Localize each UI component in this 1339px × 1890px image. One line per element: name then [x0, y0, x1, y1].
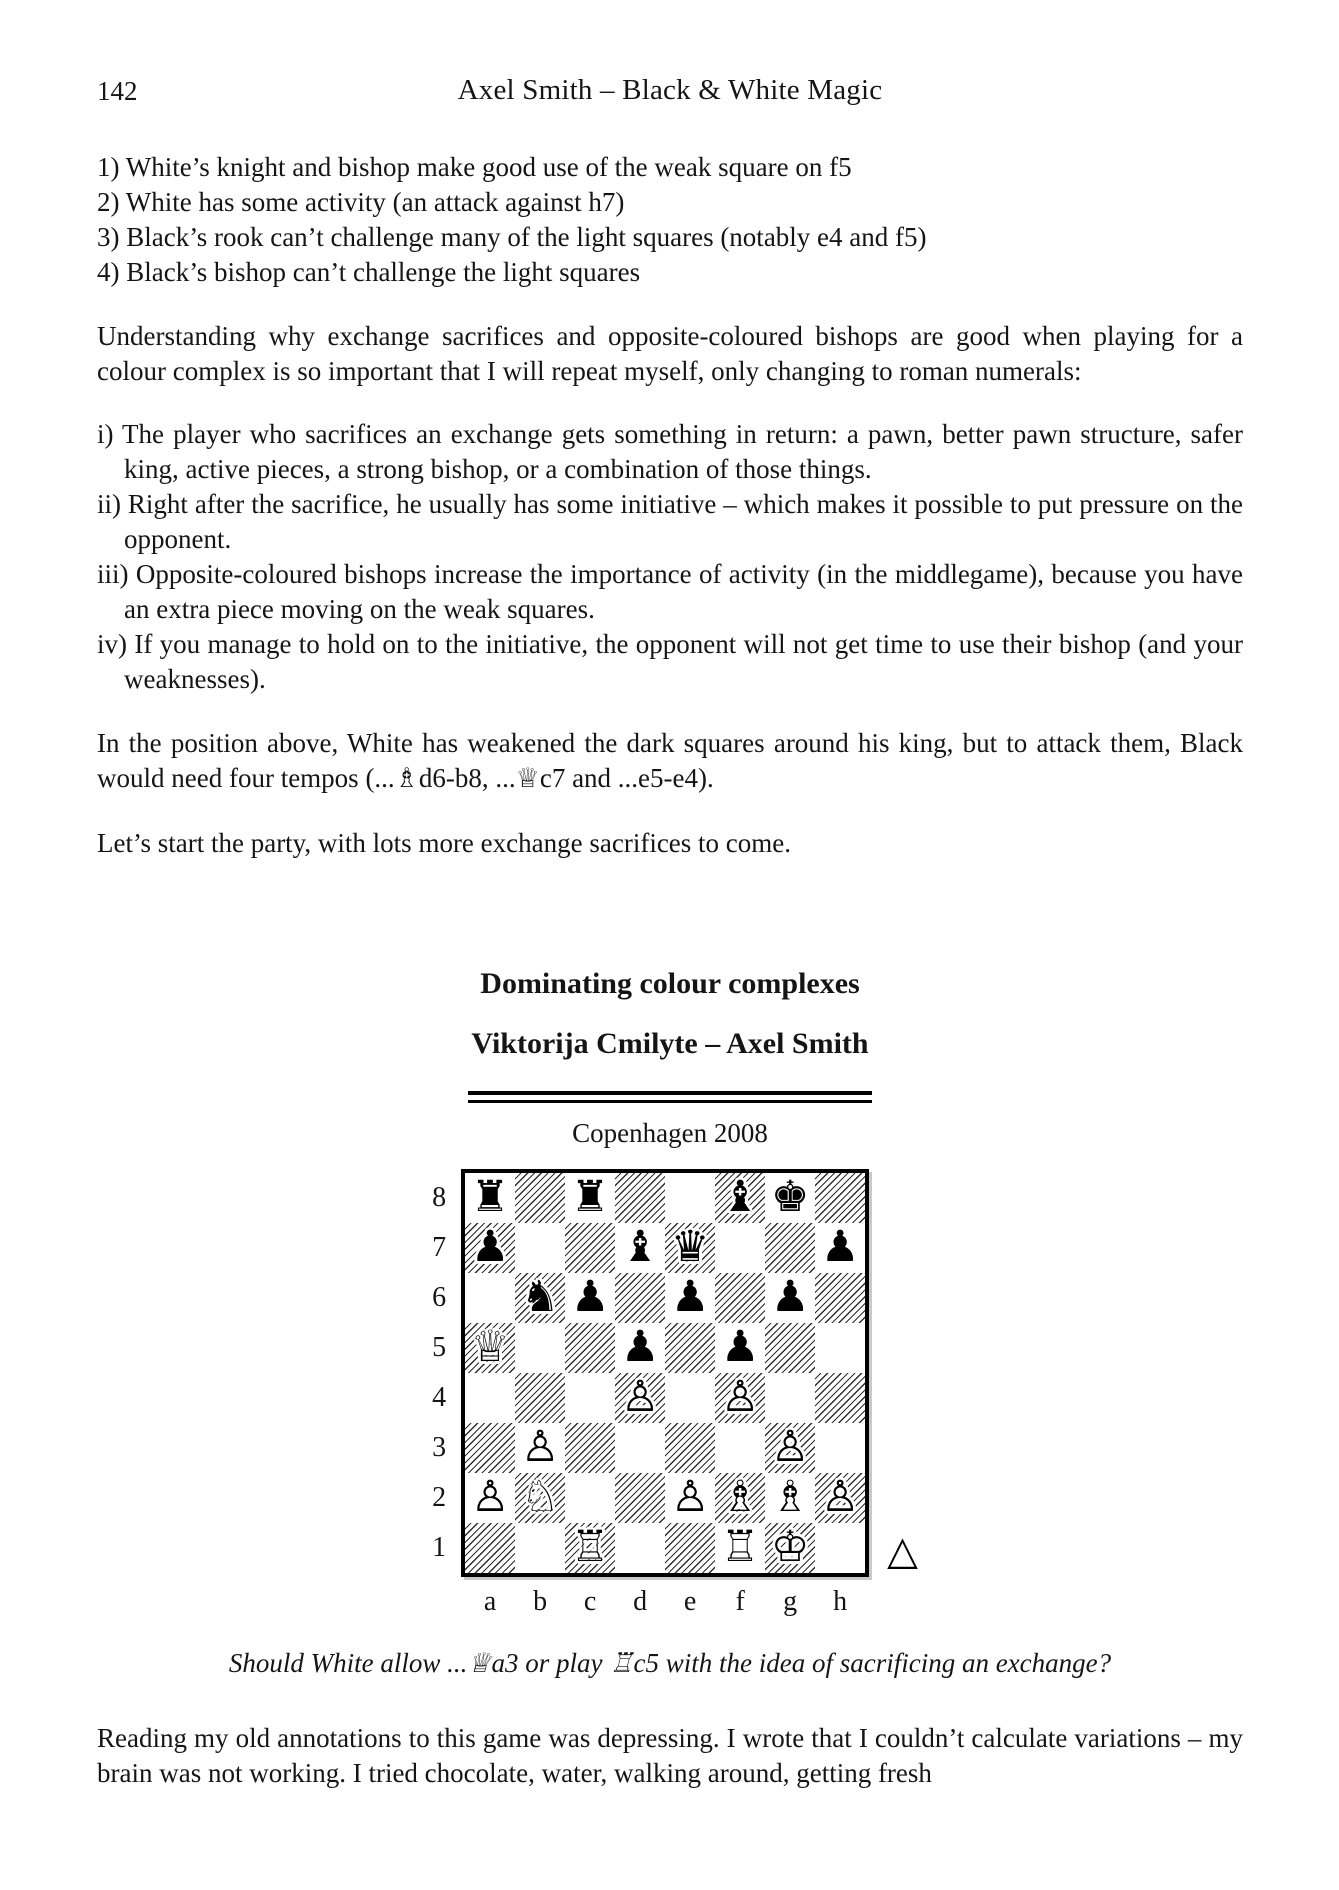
- square-e4: [665, 1373, 715, 1423]
- piece-br-c8: ♜: [570, 1172, 610, 1222]
- square-e8: [665, 1173, 715, 1223]
- square-g7: [765, 1223, 815, 1273]
- closing-paragraph: Reading my old annotations to this game was depressing. I wrote that I couldn’t calculate variations – my brain was not working. I tried chocolate, water, walking around, getting fresh: [97, 1723, 1243, 1788]
- square-a6: [465, 1273, 515, 1323]
- square-f1: [715, 1523, 765, 1573]
- chess-board: [461, 1169, 869, 1577]
- square-h7: [815, 1223, 865, 1273]
- square-a3: [465, 1423, 515, 1473]
- piece-bp-h7: ♟: [820, 1222, 860, 1272]
- square-b5: [515, 1323, 565, 1373]
- file-label-f: f: [735, 1586, 745, 1617]
- piece-bb-f8: ♝: [720, 1172, 760, 1222]
- paragraph-position-above: In the position above, White has weakened the dark squares around his king, but to attack them, Black would need four tempos (...♗d6-b8, ...♕c7 and ...e5-e4).: [97, 728, 1243, 793]
- piece-wp-f4: ♙: [720, 1372, 760, 1422]
- rank-label-8: 8: [432, 1182, 447, 1213]
- square-h1: [815, 1523, 865, 1573]
- page-number: 142: [97, 76, 138, 106]
- piece-bp-d5: ♟: [620, 1322, 660, 1372]
- square-h4: [815, 1373, 865, 1423]
- square-a8: [465, 1173, 515, 1223]
- piece-br-a8: ♜: [470, 1172, 510, 1222]
- square-g6: [765, 1273, 815, 1323]
- square-d8: [615, 1173, 665, 1223]
- file-label-a: a: [483, 1586, 497, 1617]
- square-b6: [515, 1273, 565, 1323]
- square-g1: [765, 1523, 815, 1573]
- square-a5: [465, 1323, 515, 1373]
- file-label-c: c: [583, 1586, 597, 1617]
- game-players-heading: Viktorija Cmilyte – Axel Smith: [471, 1027, 869, 1060]
- square-g8: [765, 1173, 815, 1223]
- rank-label-1: 1: [432, 1532, 447, 1563]
- square-f2: [715, 1473, 765, 1523]
- square-c5: [565, 1323, 615, 1373]
- piece-wp-d4: ♙: [620, 1372, 660, 1422]
- square-e3: [665, 1423, 715, 1473]
- roman-point-iii: iii) Opposite-coloured bishops increase the importance of activity (in the middlegame), because you have an extra piece moving on the weak squares.: [97, 559, 1243, 624]
- paragraph-repeat-myself: Understanding why exchange sacrifices and opposite-coloured bishops are good when playing for a colour complex is so important that I will repeat myself, only changing to roman numerals:: [97, 321, 1243, 386]
- square-e6: [665, 1273, 715, 1323]
- piece-bb-d7: ♝: [620, 1222, 660, 1272]
- roman-points-list: [97, 417, 1243, 697]
- square-c4: [565, 1373, 615, 1423]
- square-g5: [765, 1323, 815, 1373]
- rank-label-2: 2: [432, 1482, 447, 1513]
- roman-point-iv: iv) If you manage to hold on to the initiative, the opponent will not get time to use their bishop (and your weaknesses).: [97, 629, 1243, 694]
- square-c3: [565, 1423, 615, 1473]
- square-g2: [765, 1473, 815, 1523]
- square-a2: [465, 1473, 515, 1523]
- square-c2: [565, 1473, 615, 1523]
- file-label-h: h: [833, 1586, 848, 1617]
- rank-labels-column: [422, 1169, 446, 1573]
- file-label-d: d: [633, 1586, 648, 1617]
- numbered-point-3: 3) Black’s rook can’t challenge many of the light squares (notably e4 and f5): [97, 222, 927, 252]
- square-h6: [815, 1273, 865, 1323]
- square-d3: [615, 1423, 665, 1473]
- rank-label-4: 4: [432, 1382, 447, 1413]
- square-a1: [465, 1523, 515, 1573]
- file-label-g: g: [783, 1586, 798, 1617]
- square-e5: [665, 1323, 715, 1373]
- square-f3: [715, 1423, 765, 1473]
- square-d2: [615, 1473, 665, 1523]
- piece-bp-f5: ♟: [720, 1322, 760, 1372]
- square-g3: [765, 1423, 815, 1473]
- square-c7: [565, 1223, 615, 1273]
- square-b7: [515, 1223, 565, 1273]
- square-b8: [515, 1173, 565, 1223]
- double-rule: [468, 1091, 872, 1103]
- square-f8: [715, 1173, 765, 1223]
- running-head: [97, 74, 1243, 110]
- square-b4: [515, 1373, 565, 1423]
- numbered-point-1: 1) White’s knight and bishop make good use of the weak square on f5: [97, 152, 852, 182]
- piece-wr-c1: ♖: [570, 1522, 610, 1572]
- rank-label-5: 5: [432, 1332, 447, 1363]
- square-f7: [715, 1223, 765, 1273]
- square-d1: [615, 1523, 665, 1573]
- square-f5: [715, 1323, 765, 1373]
- piece-bq-e7: ♛: [670, 1222, 710, 1272]
- piece-wr-f1: ♖: [720, 1522, 760, 1572]
- paragraph-start-party: Let’s start the party, with lots more exchange sacrifices to come.: [97, 828, 792, 858]
- piece-bn-b6: ♞: [520, 1272, 560, 1322]
- piece-bp-e6: ♟: [670, 1272, 710, 1322]
- rank-label-6: 6: [432, 1282, 447, 1313]
- square-e2: [665, 1473, 715, 1523]
- piece-wn-b2: ♘: [520, 1472, 560, 1522]
- square-h8: [815, 1173, 865, 1223]
- square-d4: [615, 1373, 665, 1423]
- chess-diagram-wrap: [97, 1169, 1243, 1618]
- chess-diagram: [422, 1169, 918, 1618]
- square-a7: [465, 1223, 515, 1273]
- roman-point-ii: ii) Right after the sacrifice, he usually has some initiative – which makes it possible to put pressure on the opponent.: [97, 489, 1243, 554]
- piece-bp-a7: ♟: [470, 1222, 510, 1272]
- diagram-caption: Should White allow ...♕a3 or play ♖c5 with the idea of sacrificing an exchange?: [228, 1648, 1112, 1678]
- piece-wp-e2: ♙: [670, 1472, 710, 1522]
- piece-bp-g6: ♟: [770, 1272, 810, 1322]
- square-d5: [615, 1323, 665, 1373]
- numbered-point-2: 2) White has some activity (an attack against h7): [97, 187, 625, 217]
- file-label-b: b: [533, 1586, 548, 1617]
- square-d7: [615, 1223, 665, 1273]
- square-e7: [665, 1223, 715, 1273]
- piece-wk-g1: ♔: [770, 1522, 810, 1572]
- square-b2: [515, 1473, 565, 1523]
- running-title: Axel Smith – Black & White Magic: [457, 74, 883, 106]
- square-h5: [815, 1323, 865, 1373]
- piece-bp-c6: ♟: [570, 1272, 610, 1322]
- file-labels-row: [422, 1586, 918, 1618]
- roman-point-i: i) The player who sacrifices an exchange gets something in return: a pawn, better pawn structure, safer king, active pieces, a strong bishop, or a combination of those things.: [97, 419, 1243, 484]
- square-b1: [515, 1523, 565, 1573]
- game-venue: Copenhagen 2008: [572, 1118, 768, 1148]
- square-f6: [715, 1273, 765, 1323]
- piece-wq-a5: ♕: [470, 1322, 510, 1372]
- square-h3: [815, 1423, 865, 1473]
- piece-wp-g3: ♙: [770, 1422, 810, 1472]
- piece-wp-h2: ♙: [820, 1472, 860, 1522]
- rank-label-7: 7: [432, 1232, 447, 1263]
- piece-wb-f2: ♗: [720, 1472, 760, 1522]
- piece-wp-b3: ♙: [520, 1422, 560, 1472]
- square-b3: [515, 1423, 565, 1473]
- numbered-points-list: [97, 150, 1243, 290]
- section-heading: Dominating colour complexes: [480, 967, 860, 1000]
- square-f4: [715, 1373, 765, 1423]
- square-g4: [765, 1373, 815, 1423]
- square-h2: [815, 1473, 865, 1523]
- piece-wb-g2: ♗: [770, 1472, 810, 1522]
- piece-bk-g8: ♚: [770, 1172, 810, 1222]
- numbered-point-4: 4) Black’s bishop can’t challenge the light squares: [97, 257, 641, 287]
- square-c1: [565, 1523, 615, 1573]
- square-c8: [565, 1173, 615, 1223]
- piece-wp-a2: ♙: [470, 1472, 510, 1522]
- rank-label-3: 3: [432, 1432, 447, 1463]
- white-to-move-icon: △: [887, 1528, 918, 1574]
- square-d6: [615, 1273, 665, 1323]
- chess-diagram-row: [422, 1169, 918, 1577]
- file-label-e: e: [683, 1586, 697, 1617]
- square-c6: [565, 1273, 615, 1323]
- square-a4: [465, 1373, 515, 1423]
- square-e1: [665, 1523, 715, 1573]
